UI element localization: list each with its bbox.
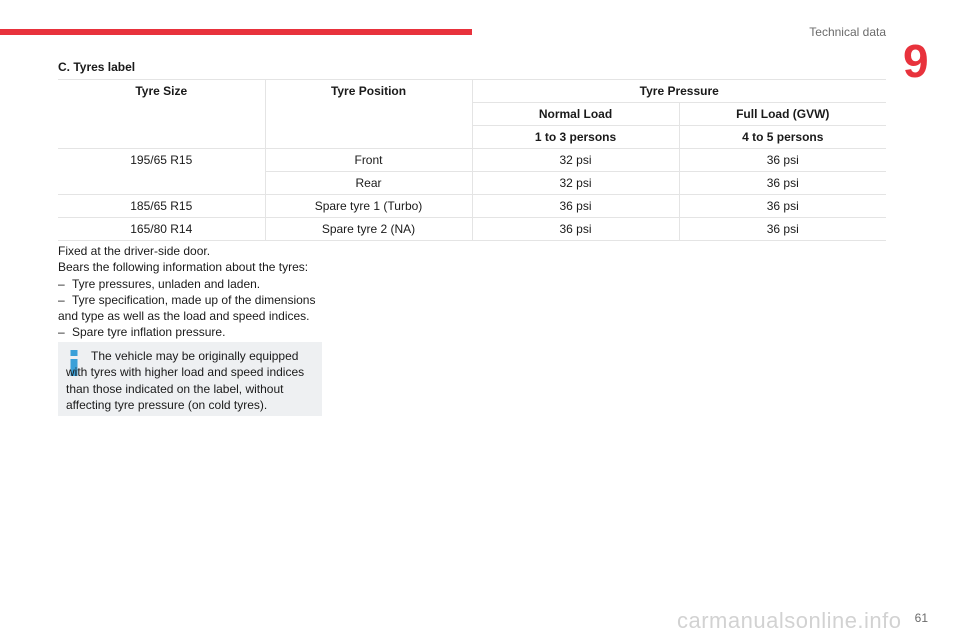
cell-position: Spare tyre 2 (NA) xyxy=(265,218,472,241)
bullet-item xyxy=(58,276,328,292)
header-normal-load: Normal Load xyxy=(472,103,679,126)
info-note xyxy=(58,342,322,416)
header-persons-full: 4 to 5 persons xyxy=(679,126,886,149)
cell-full: 36 psi xyxy=(679,149,886,172)
bullet-text: Tyre pressures, unladen and laden. xyxy=(72,276,261,291)
cell-full: 36 psi xyxy=(679,195,886,218)
cell-position: Spare tyre 1 (Turbo) xyxy=(265,195,472,218)
header-tyre-size: Tyre Size xyxy=(58,80,265,149)
cell-size: 165/80 R14 xyxy=(58,218,265,241)
tyre-pressure-table xyxy=(58,79,886,241)
bullet-text: Tyre specification, made up of the dimensions and type as well as the load and speed indices. xyxy=(58,292,316,324)
header-tyre-position: Tyre Position xyxy=(265,80,472,149)
header-full-load: Full Load (GVW) xyxy=(679,103,886,126)
bullet-text: Spare tyre inflation pressure. xyxy=(72,325,226,340)
watermark: carmanualsonline.info xyxy=(677,608,902,633)
body-line: Bears the following information about the tyres: xyxy=(58,260,309,275)
chapter-number: 9 xyxy=(903,35,929,87)
table-row xyxy=(58,149,886,172)
cell-normal: 32 psi xyxy=(472,149,679,172)
cell-position: Front xyxy=(265,149,472,172)
header-tyre-pressure: Tyre Pressure xyxy=(472,80,886,103)
bullet-item xyxy=(58,324,328,340)
bullet-dash: – xyxy=(58,292,65,307)
note-text: The vehicle may be originally equipped with tyres with higher load and speed indices than those indicated on the label, without affecting tyre pressure (on cold tyres). xyxy=(66,349,305,412)
label-description xyxy=(58,243,328,341)
section-label: Technical data xyxy=(809,25,886,39)
header-accent-bar xyxy=(0,29,472,35)
cell-size: 185/65 R15 xyxy=(58,195,265,218)
body-line: Fixed at the driver-side door. xyxy=(58,244,211,258)
cell-full: 36 psi xyxy=(679,218,886,241)
bullet-item xyxy=(58,292,328,325)
cell-position: Rear xyxy=(265,172,472,195)
bullet-dash: – xyxy=(58,325,65,340)
cell-full: 36 psi xyxy=(679,172,886,195)
cell-normal: 32 psi xyxy=(472,172,679,195)
cell-size: 195/65 R15 xyxy=(58,149,265,195)
header-persons-normal: 1 to 3 persons xyxy=(472,126,679,149)
table-row xyxy=(58,218,886,241)
section-heading: C. Tyres label xyxy=(58,60,136,74)
bullet-dash: – xyxy=(58,276,65,291)
cell-normal: 36 psi xyxy=(472,218,679,241)
table-row xyxy=(58,195,886,218)
page-number: 61 xyxy=(914,611,928,625)
cell-normal: 36 psi xyxy=(472,195,679,218)
